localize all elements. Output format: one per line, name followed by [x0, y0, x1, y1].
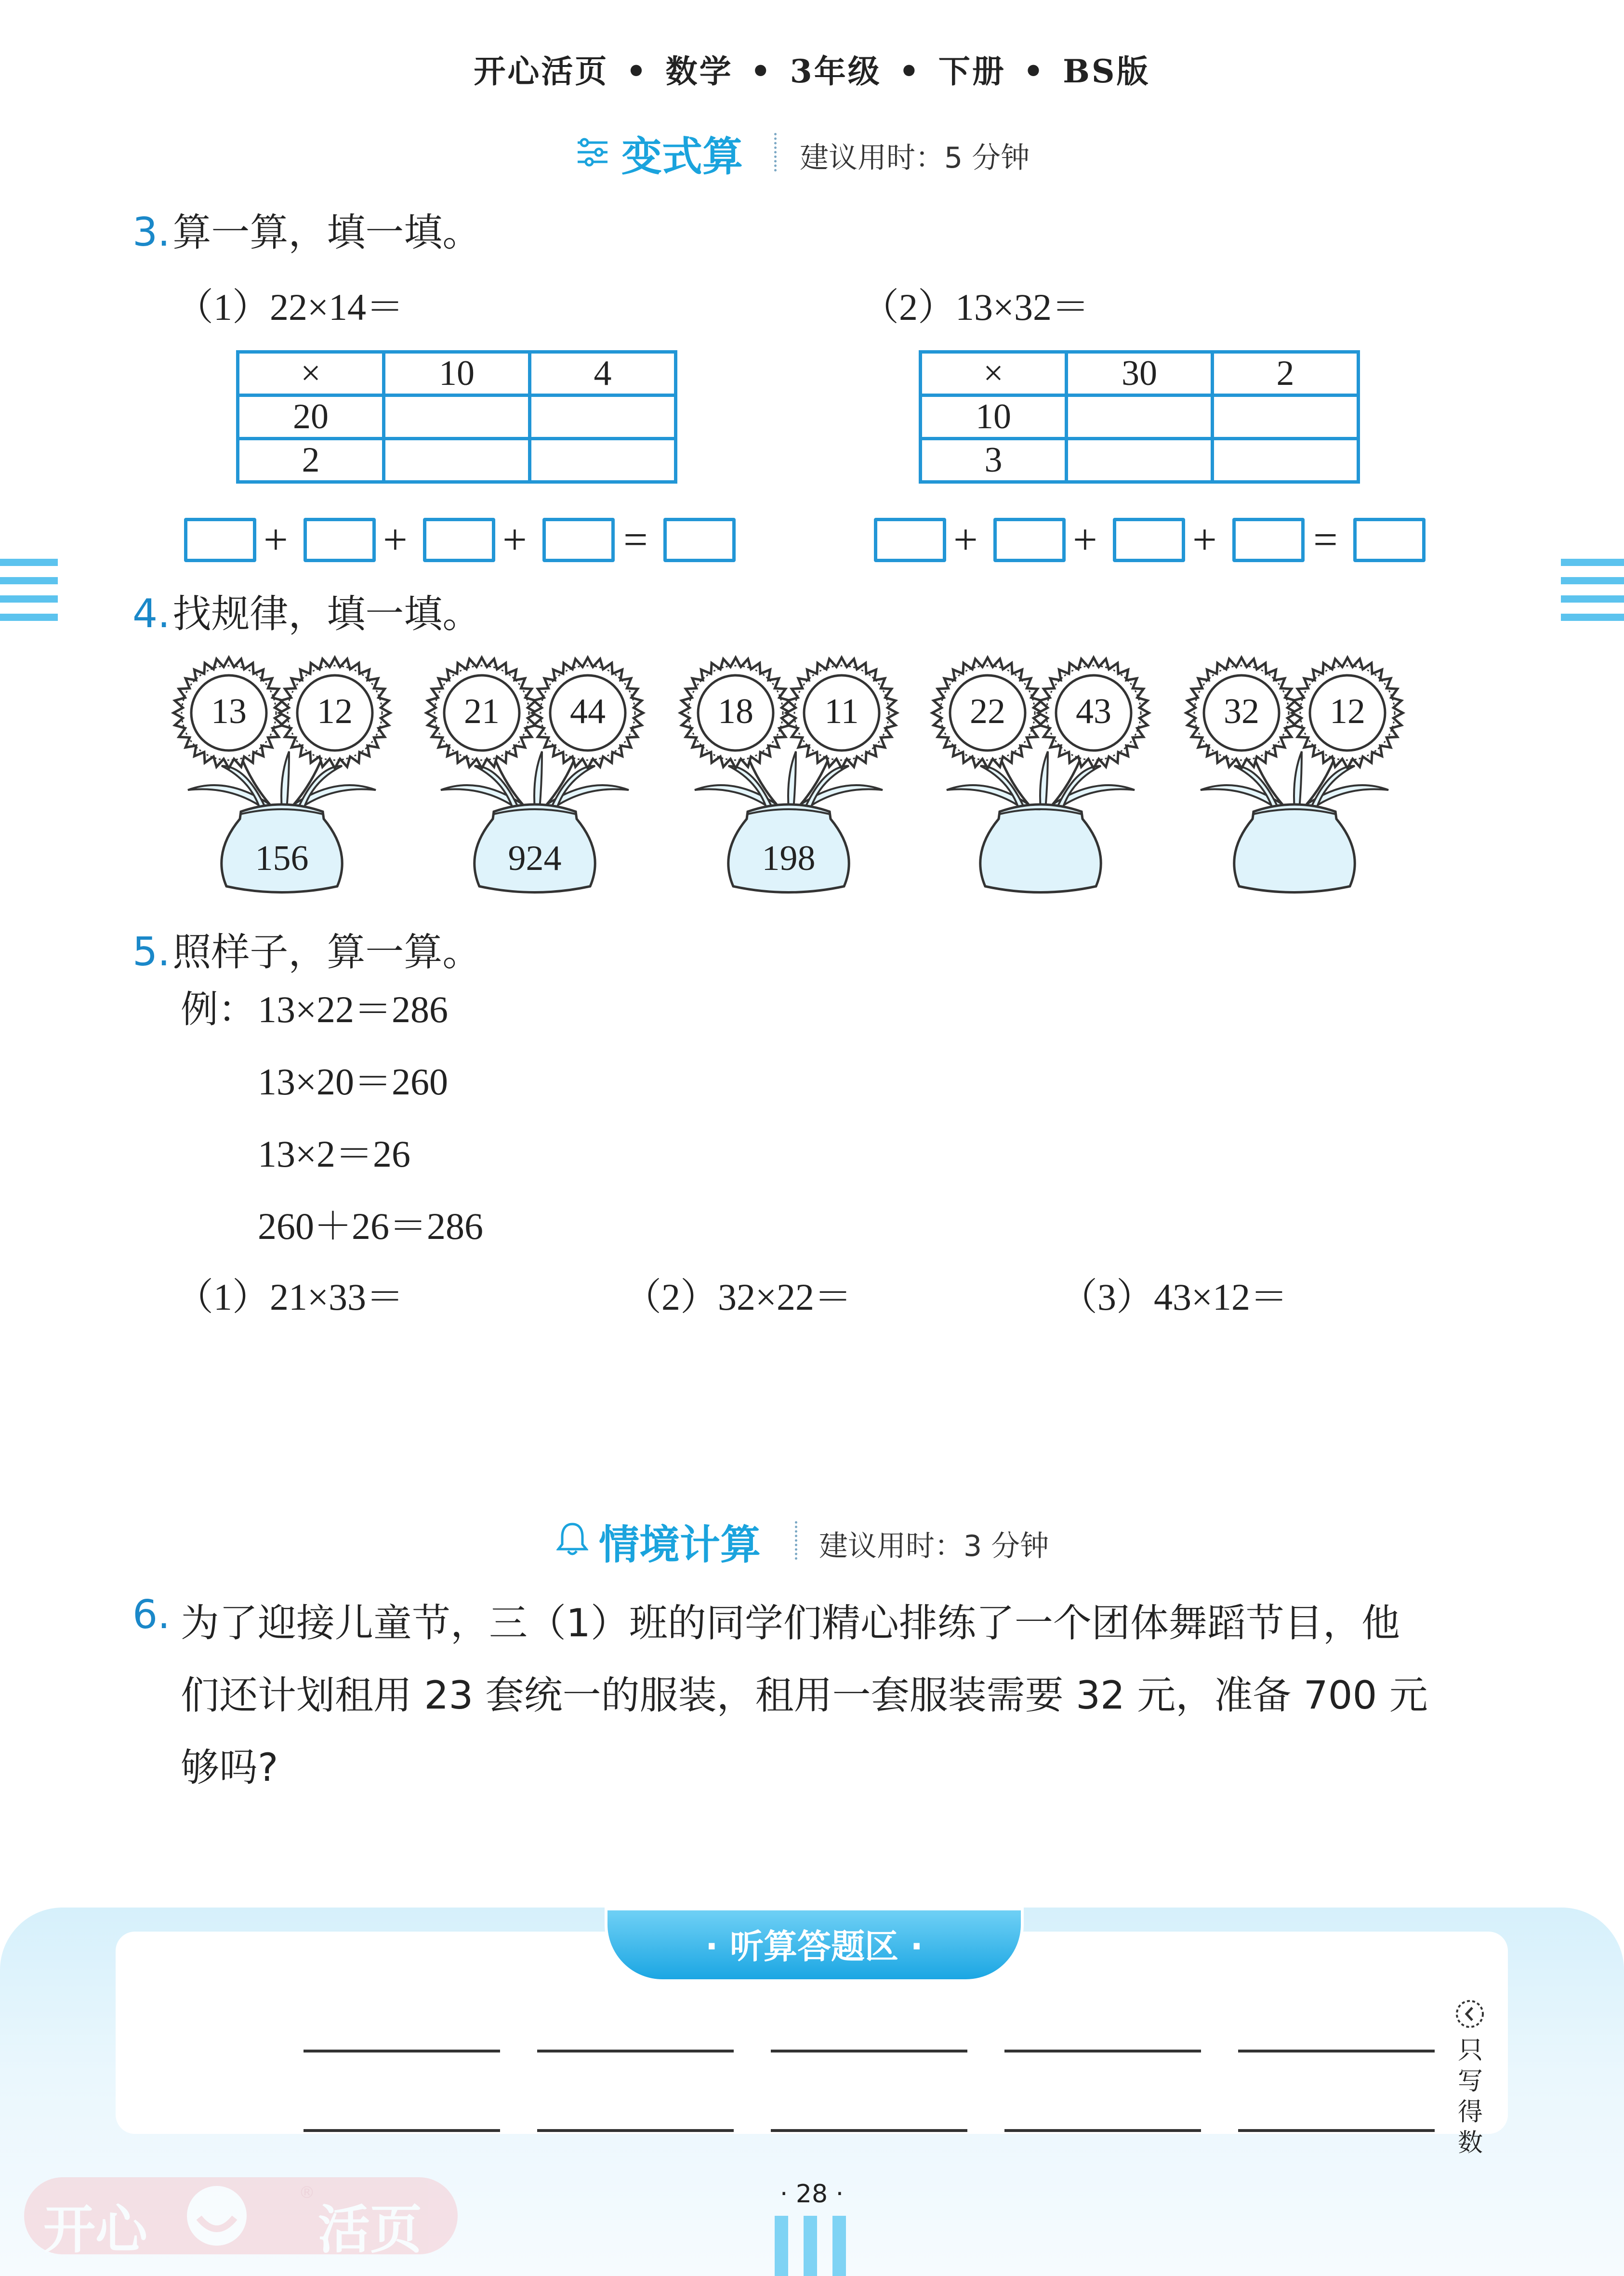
pot-number: 156 [255, 839, 309, 878]
grid-header: × [921, 352, 1067, 395]
pot-number: 198 [762, 839, 816, 878]
arrow-circle-icon [1454, 1998, 1486, 2032]
q5-problem-2: （2）32×22＝ [624, 1276, 852, 1318]
suggested-time: 建议用时：3 分钟 [819, 1529, 1049, 1563]
answer-line[interactable] [537, 2050, 734, 2052]
answer-line[interactable] [1238, 2129, 1435, 2132]
answer-box[interactable] [1232, 518, 1305, 562]
answer-line[interactable] [1238, 2050, 1435, 2052]
answer-line[interactable] [771, 2129, 967, 2132]
section-heading-2 [556, 1513, 1135, 1566]
grid-row-label: 20 [238, 395, 384, 439]
answer-box[interactable] [423, 518, 495, 562]
flower-pot [927, 645, 1159, 896]
grid-header: 2 [1213, 352, 1359, 395]
grid-header: × [238, 352, 384, 395]
header-grade: 3年级 [790, 53, 882, 90]
header-volume: 下册 [938, 53, 1006, 90]
section-title: 情境计算 [599, 1521, 761, 1568]
flower-pot-drawing [1181, 645, 1413, 896]
grid-cell[interactable] [1213, 439, 1359, 482]
flower-number-left: 21 [464, 692, 500, 731]
question-3 [132, 201, 481, 257]
header-book: 开心活页 [474, 53, 609, 90]
grid-cell[interactable] [384, 395, 530, 439]
side-note: 只 写 得 数 [1457, 2036, 1483, 2158]
q3-sub2-label: （2）13×32＝ [861, 286, 1089, 328]
header-subject: 数学 [665, 53, 733, 90]
flower-pot [1181, 645, 1413, 896]
divider [795, 1521, 797, 1560]
answer-box[interactable] [663, 518, 736, 562]
example-line: 260＋26＝286 [258, 1205, 484, 1247]
example-line: 13×22＝286 [258, 988, 448, 1030]
flower-pot [169, 645, 400, 896]
smile-icon [181, 2182, 253, 2251]
question-number: 3. [132, 210, 171, 255]
question-number: 5. [132, 929, 171, 975]
answer-line[interactable] [304, 2129, 500, 2132]
grid-row-label: 2 [238, 439, 384, 482]
flower-number-right: 11 [824, 692, 859, 731]
flower-pot [422, 645, 653, 896]
q5-problem-3: （3）43×12＝ [1060, 1276, 1288, 1318]
flower-number-right: 12 [1330, 692, 1365, 731]
question-text: 照样子，算一算。 [172, 930, 481, 974]
answer-box[interactable] [993, 518, 1066, 562]
flower-pot-drawing [927, 645, 1159, 896]
left-edge-marks [0, 559, 58, 632]
grid-row-label: 10 [921, 395, 1067, 439]
sum-boxes-2: + + + = [874, 518, 1452, 566]
flower-number-right: 43 [1076, 692, 1111, 731]
flower-number-left: 22 [970, 692, 1005, 731]
question-text: 算一算，填一填。 [172, 210, 481, 255]
right-edge-marks [1561, 559, 1624, 632]
logo-text-left: 开心 [43, 2200, 148, 2260]
flower-pot [675, 645, 907, 896]
divider [774, 133, 777, 171]
grid-cell[interactable] [1067, 439, 1213, 482]
sliders-icon [576, 138, 609, 169]
example-line: 13×2＝26 [258, 1133, 410, 1175]
answer-box[interactable] [542, 518, 615, 562]
answer-line[interactable] [771, 2050, 967, 2052]
suggested-time: 建议用时：5 分钟 [800, 141, 1030, 175]
sum-boxes-1: + + + = [184, 518, 762, 566]
answer-line[interactable] [1004, 2129, 1201, 2132]
q5-problem-1: （1）21×33＝ [176, 1276, 404, 1318]
grid-cell[interactable] [530, 395, 676, 439]
question-6-line: 们还计划租用 23 套统一的服装，租用一套服装需要 32 元，准备 700 元 [181, 1673, 1428, 1718]
grid-cell[interactable] [1067, 395, 1213, 439]
question-number: 4. [132, 591, 171, 637]
grid-header: 4 [530, 352, 676, 395]
question-5 [132, 921, 481, 976]
flower-number-left: 32 [1224, 692, 1259, 731]
answer-box[interactable] [304, 518, 376, 562]
answer-line[interactable] [537, 2129, 734, 2132]
flower-number-right: 44 [570, 692, 606, 731]
grid-cell[interactable] [1213, 395, 1359, 439]
flower-number-left: 13 [211, 692, 247, 731]
example-label: 例： [181, 988, 256, 1030]
flower-number-right: 12 [317, 692, 353, 731]
question-number: 6. [132, 1592, 171, 1638]
answer-area-title: · 听算答题区 · [705, 1927, 923, 1966]
section-heading-1 [576, 124, 1057, 180]
question-6-line: 为了迎接儿童节，三（1）班的同学们精心排练了一个团体舞蹈节目，他 [181, 1601, 1400, 1645]
grid-row-label: 3 [921, 439, 1067, 482]
grid-header: 30 [1067, 352, 1213, 395]
answer-box[interactable] [1113, 518, 1185, 562]
page-header: 开心活页 • 数学 • 3年级 • 下册 • BS版 [474, 53, 1150, 90]
answer-box[interactable] [1353, 518, 1426, 562]
multiplication-grid-2 [919, 350, 1360, 484]
pot-number: 924 [508, 839, 562, 878]
example-line: 13×20＝260 [258, 1061, 448, 1103]
answer-line[interactable] [304, 2050, 500, 2052]
multiplication-grid-1 [236, 350, 677, 484]
answer-box[interactable] [184, 518, 256, 562]
logo-watermark [10, 2168, 462, 2264]
logo-text-right: 活页 [318, 2200, 423, 2260]
q3-sub1-label: （1）22×14＝ [176, 286, 404, 328]
page-number: · 28 · [779, 2180, 844, 2209]
grid-header: 10 [384, 352, 530, 395]
section-title: 变式算 [621, 133, 743, 180]
bell-icon [556, 1521, 588, 1559]
footer-bars [775, 2216, 847, 2276]
question-6-line: 够吗? [181, 1745, 278, 1790]
flower-pots-row [0, 645, 1624, 896]
answer-line[interactable] [1004, 2050, 1201, 2052]
answer-box[interactable] [874, 518, 946, 562]
question-4 [132, 583, 481, 638]
flower-number-left: 18 [718, 692, 753, 731]
header-edition: BS版 [1063, 53, 1150, 90]
registered-mark: ® [299, 2183, 315, 2202]
grid-cell[interactable] [384, 439, 530, 482]
grid-cell[interactable] [530, 439, 676, 482]
question-text: 找规律，填一填。 [172, 592, 481, 636]
